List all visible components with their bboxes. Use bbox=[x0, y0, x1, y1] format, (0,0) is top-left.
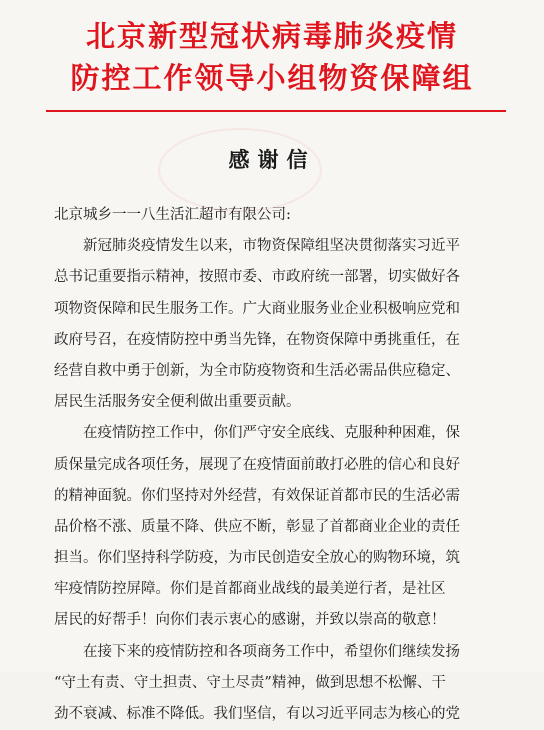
body-line: 质保量完成各项任务，展现了在疫情面前敢打必胜的信心和良好 bbox=[54, 456, 460, 473]
body-line: 政府号召，在疫情防控中勇当先锋，在物资保障中勇挑重任，在 bbox=[54, 331, 460, 348]
letter-paragraphs bbox=[54, 231, 494, 730]
body-line: 担当。你们坚持科学防疫，为市民创造安全放心的购物环境，筑 bbox=[54, 550, 460, 567]
salutation: 北京城乡一一八生活汇超市有限公司: bbox=[54, 207, 291, 223]
body-line: 项物资保障和民生服务工作。广大商业服务业企业积极响应党和 bbox=[54, 300, 460, 317]
body-line: 在疫情防控工作中，你们严守安全底线、克服种种困难，保 bbox=[83, 425, 460, 442]
document-title: 感谢信 bbox=[228, 148, 316, 172]
body-line: 居民的好帮手！向你们表示衷心的感谢，并致以崇高的敬意！ bbox=[54, 612, 446, 629]
letterhead-divider bbox=[46, 110, 506, 112]
body-line: 新冠肺炎疫情发生以来，市物资保障组坚决贯彻落实习近平 bbox=[83, 238, 460, 255]
body-line: 的精神面貌。你们坚持对外经营，有效保证首都市民的生活必需 bbox=[54, 487, 460, 504]
body-line: 总书记重要指示精神，按照市委、市政府统一部署，切实做好各 bbox=[54, 269, 460, 286]
body-line: 居民生活服务安全便利做出重要贡献。 bbox=[54, 394, 301, 411]
body-line: 品价格不涨、质量不降、供应不断，彰显了首都商业企业的责任 bbox=[54, 518, 460, 535]
letter-body bbox=[54, 200, 494, 730]
body-line: “守土有责、守土担责、守土尽责”精神，做到思想不松懈、干 bbox=[54, 674, 446, 691]
letterhead-line-2: 防控工作领导小组物资保障组 bbox=[70, 61, 474, 95]
body-line: 经营自救中勇于创新，为全市防疫物资和生活必需品供应稳定、 bbox=[54, 362, 460, 379]
letterhead-line-1: 北京新型冠状病毒肺炎疫情 bbox=[85, 19, 458, 53]
body-line: 在接下来的疫情防控和各项商务工作中，希望你们继续发扬 bbox=[83, 643, 460, 660]
body-line: 劲不衰减、标准不降低。我们坚信，有以习近平同志为核心的党 bbox=[54, 706, 460, 722]
body-line: 牢疫情防控屏障。你们是首都商业战线的最美逆行者，是社区 bbox=[54, 581, 446, 598]
